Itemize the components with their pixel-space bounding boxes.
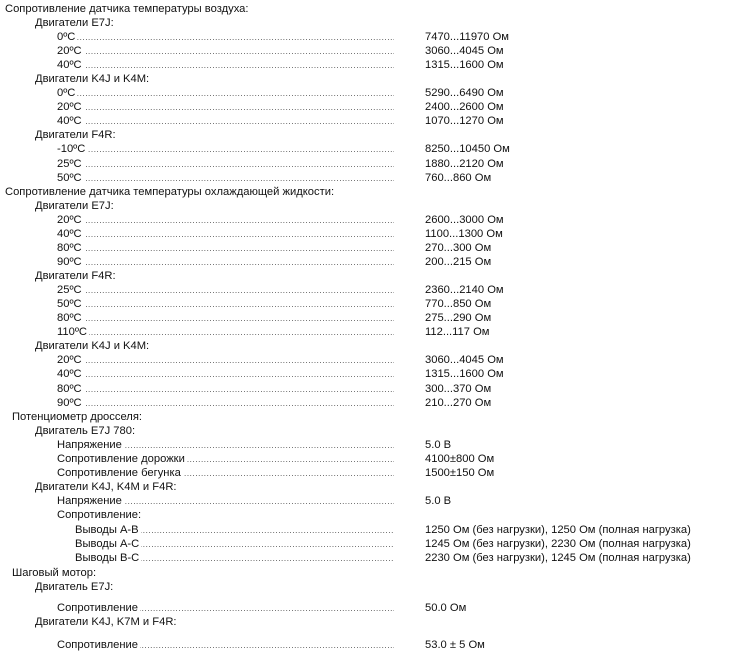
- spec-label: Сопротивление: [57, 639, 139, 651]
- spec-row: [0, 354, 738, 367]
- dot-leader: [57, 87, 394, 100]
- spec-value: 210...270 Ом: [425, 397, 492, 409]
- spec-row: [0, 256, 738, 269]
- spec-row: [0, 298, 738, 311]
- heading-label: Двигатель E7J 780:: [35, 425, 136, 437]
- spec-label: 50ºC: [57, 298, 82, 310]
- spec-value: 2360...2140 Ом: [425, 284, 504, 296]
- spec-value: 112...117 Ом: [425, 326, 490, 338]
- spec-label: 90ºC: [57, 397, 82, 409]
- section-heading: [0, 200, 738, 213]
- dot-leader: [57, 368, 394, 381]
- spec-value: 8250...10450 Ом: [425, 143, 510, 155]
- dot-leader: [57, 31, 394, 44]
- spec-value: 1100...1300 Ом: [425, 228, 503, 240]
- heading-label: Двигатели K4J и K4M:: [35, 340, 150, 352]
- spec-row: [0, 115, 738, 128]
- spec-label: 0ºC: [57, 87, 76, 99]
- section-heading: [0, 129, 738, 142]
- spec-value: 1500±150 Ом: [425, 467, 495, 479]
- spec-value: 4100±800 Ом: [425, 453, 495, 465]
- spec-label: Сопротивление дорожки: [57, 453, 185, 465]
- spec-label: 20ºC: [57, 214, 82, 226]
- heading-label: Шаговый мотор:: [12, 567, 97, 579]
- spec-value: 1070...1270 Ом: [425, 115, 504, 127]
- spec-row: [0, 31, 738, 44]
- spec-value: 2400...2600 Ом: [425, 101, 504, 113]
- heading-label: Двигатели E7J:: [35, 200, 114, 212]
- dot-leader: [57, 45, 394, 58]
- spec-row: [0, 453, 738, 466]
- spec-row: [0, 639, 738, 652]
- spec-row: [0, 87, 738, 100]
- spec-value: 3060...4045 Ом: [425, 354, 504, 366]
- spec-row: [0, 495, 738, 508]
- section-heading: [0, 581, 738, 594]
- spec-row: [0, 45, 738, 58]
- spec-row: [0, 284, 738, 297]
- dot-leader: [57, 298, 394, 311]
- spec-row: [0, 228, 738, 241]
- heading-label: Двигатели K4J и K4M:: [35, 73, 150, 85]
- spec-label: 80ºC: [57, 312, 82, 324]
- spec-value: 5290...6490 Ом: [425, 87, 504, 99]
- spec-label: 20ºC: [57, 45, 82, 57]
- spec-row: [0, 59, 738, 72]
- spec-label: 40ºC: [57, 59, 82, 71]
- heading-label: Двигатели F4R:: [35, 270, 116, 282]
- spec-row: [0, 214, 738, 227]
- spec-row: [0, 242, 738, 255]
- dot-leader: [57, 354, 394, 367]
- spec-row: [0, 602, 738, 615]
- heading-label: Двигатели K4J, K7M и F4R:: [35, 616, 177, 628]
- spec-row: [0, 172, 738, 185]
- spec-value: 7470...11970 Ом: [425, 31, 509, 43]
- spec-label: Сопротивление бегунка: [57, 467, 181, 479]
- dot-leader: [57, 59, 394, 72]
- spec-value: 3060...4045 Ом: [425, 45, 504, 57]
- spec-row: [0, 326, 738, 339]
- section-heading: [0, 186, 738, 199]
- spec-value: 5.0 В: [425, 439, 452, 451]
- spec-value: 1315...1600 Ом: [425, 59, 504, 71]
- dot-leader: [57, 397, 394, 410]
- spec-label: 90ºC: [57, 256, 82, 268]
- spec-value: 5.0 В: [425, 495, 452, 507]
- spec-label: 25ºC: [57, 158, 82, 170]
- spec-label: Напряжение: [57, 495, 122, 507]
- spec-row: [0, 538, 738, 551]
- spec-label: Напряжение: [57, 439, 122, 451]
- spec-label: 40ºC: [57, 228, 82, 240]
- section-heading: [0, 17, 738, 30]
- heading-label: Двигатели F4R:: [35, 129, 116, 141]
- spec-row: [0, 397, 738, 410]
- dot-leader: [57, 284, 394, 297]
- spec-row: [0, 439, 738, 452]
- spec-value: 1880...2120 Ом: [425, 158, 504, 170]
- spec-label: 110ºC: [57, 326, 87, 338]
- spec-label: 40ºC: [57, 115, 82, 127]
- heading-label: Сопротивление датчика температуры воздуха:: [5, 3, 249, 15]
- dot-leader: [57, 101, 394, 114]
- spec-value: 1245 Ом (без нагрузки), 2230 Ом (полная нагрузка): [425, 538, 691, 550]
- spec-value: 275...290 Ом: [425, 312, 492, 324]
- spec-label: Выводы B-C: [75, 552, 140, 564]
- spec-label: -10ºC: [57, 143, 86, 155]
- section-heading: [0, 3, 738, 16]
- spec-row: [0, 552, 738, 565]
- heading-label: Сопротивление:: [57, 509, 142, 521]
- section-heading: [0, 567, 738, 580]
- dot-leader: [57, 214, 394, 227]
- spec-row: [0, 143, 738, 156]
- spec-value: 2600...3000 Ом: [425, 214, 504, 226]
- spec-value: 2230 Ом (без нагрузки), 1245 Ом (полная нагрузка): [425, 552, 691, 564]
- spec-value: 760...860 Ом: [425, 172, 492, 184]
- dot-leader: [57, 242, 394, 255]
- section-heading: [0, 270, 738, 283]
- dot-leader: [57, 172, 394, 185]
- spec-label: 80ºC: [57, 242, 82, 254]
- spec-label: 25ºC: [57, 284, 82, 296]
- spec-row: [0, 101, 738, 114]
- section-heading: [0, 340, 738, 353]
- section-heading: [0, 411, 738, 424]
- section-heading: [0, 509, 738, 522]
- spec-value: 300...370 Ом: [425, 383, 492, 395]
- spec-value: 270...300 Ом: [425, 242, 492, 254]
- spec-label: 50ºC: [57, 172, 82, 184]
- spec-label: 40ºC: [57, 368, 82, 380]
- dot-leader: [57, 326, 394, 339]
- dot-leader: [57, 115, 394, 128]
- spec-row: [0, 383, 738, 396]
- dot-leader: [57, 158, 394, 171]
- spec-row: [0, 368, 738, 381]
- section-heading: [0, 616, 738, 629]
- spec-value: 200...215 Ом: [425, 256, 492, 268]
- section-heading: [0, 481, 738, 494]
- spec-label: 80ºC: [57, 383, 82, 395]
- spec-row: [0, 312, 738, 325]
- spec-value: 770...850 Ом: [425, 298, 492, 310]
- spec-value: 1250 Ом (без нагрузки), 1250 Ом (полная нагрузка): [425, 524, 691, 536]
- heading-label: Потенциометр дросселя:: [12, 411, 142, 423]
- spec-value: 1315...1600 Ом: [425, 368, 504, 380]
- spec-label: Выводы A-B: [75, 524, 139, 536]
- dot-leader: [57, 312, 394, 325]
- heading-label: Сопротивление датчика температуры охлаждающей жидкости:: [5, 186, 335, 198]
- spec-label: 20ºC: [57, 354, 82, 366]
- section-heading: [0, 73, 738, 86]
- dot-leader: [57, 383, 394, 396]
- dot-leader: [57, 143, 394, 156]
- section-heading: [0, 425, 738, 438]
- spec-row: [0, 158, 738, 171]
- heading-label: Двигатели K4J, K4M и F4R:: [35, 481, 177, 493]
- spec-row: [0, 524, 738, 537]
- spec-row: [0, 467, 738, 480]
- spec-value: 53.0 ± 5 Ом: [425, 639, 485, 651]
- dot-leader: [57, 256, 394, 269]
- heading-label: Двигатели E7J:: [35, 17, 114, 29]
- spec-label: 20ºC: [57, 101, 82, 113]
- dot-leader: [57, 228, 394, 241]
- spec-label: Сопротивление: [57, 602, 139, 614]
- heading-label: Двигатель E7J:: [35, 581, 114, 593]
- spec-value: 50.0 Ом: [425, 602, 467, 614]
- spec-label: 0ºC: [57, 31, 76, 43]
- spec-label: Выводы A-C: [75, 538, 140, 550]
